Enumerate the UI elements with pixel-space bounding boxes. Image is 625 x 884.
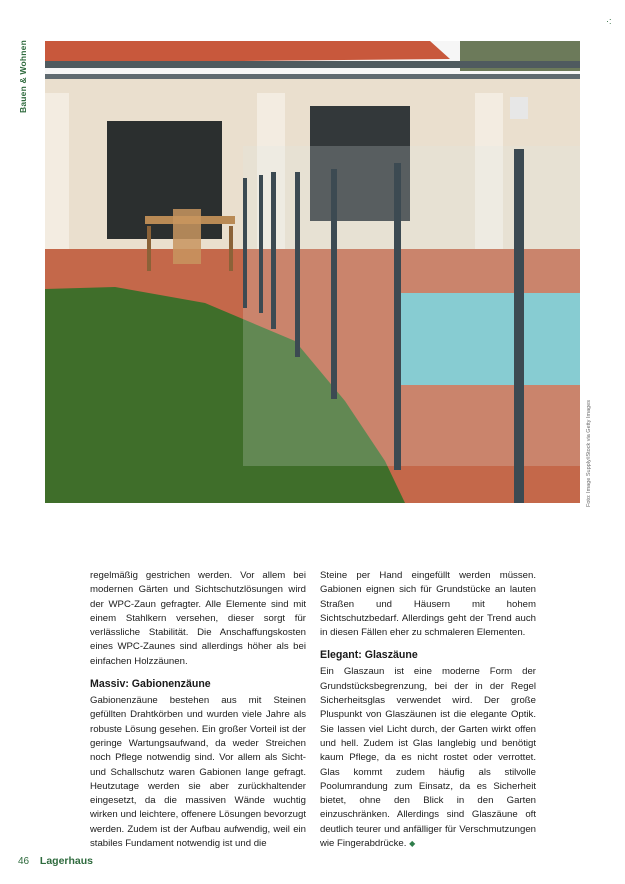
air-conditioner xyxy=(510,97,528,119)
right-column xyxy=(320,569,536,851)
pergola-beam xyxy=(45,61,580,68)
gabion-paragraph: Gabionenzäune bestehen aus mit Steinen gefüllten Drahtkörben und wurden viele Jahre als robuste Lösung gesehen. Ein großer Vorteil ist der geringe Wartungsaufwand, da weder Streichen noch Pflege notwendig sind. Vor allem als Sicht- und Schallschutz waren Gabionen lange gefragt. Heutzutage werden sie aber zurückhaltender eingesetzt, da die massiven Wände wuchtig wirken und leichtere, offenere Lösungen bevorzugt werden. Zudem ist der Aufbau aufwendig, weil ein stabiles Fundament notwendig ist und die xyxy=(90,695,306,850)
glass-heading: Elegant: Glaszäune xyxy=(320,649,418,662)
hero-photo xyxy=(45,41,580,503)
right-intro-paragraph: Steine per Hand eingefüllt werden müssen. Gabionen eignen sich für Grundstücke an lauten Straßen und Häusern mit hohem Sichtschutzbedarf. Allerdings geht der Trend auch in diesen Fällen eher zu schmaleren Elementen. xyxy=(320,570,536,639)
gabion-heading: Massiv: Gabionenzäune xyxy=(90,678,211,691)
glass-body-text: Ein Glaszaun ist eine moderne Form der Grundstücksbegrenzung, bei der in der Regel Sicherheitsglas verwendet wird. Der große Pluspunkt von Glaszäunen ist die elegante Optik. Sie lassen viel Licht durch, der Garten wirkt offen und hell. Zudem ist Glas langlebig und benötigt kaum Pflege, da es nicht rostet oder verrottet. Glas kommt zudem häufig als stilvolle Poolumrandung zum Einsatz, da es Sicherheit bietet, ohne den Blick in den Garten einzuschränken. Allerdings sind Glaszäune oft deutlich teurer und anfälliger für Verschmutzungen wie Fingerabdrücke. xyxy=(320,666,536,850)
left-intro-paragraph: regelmäßig gestrichen werden. Vor allem bei modernen Gärten und Sichtschutzlösungen wird der WPC-Zaun gefragter. Alle Elemente sind mit einem Stahlkern versehen, dieser sorgt für verlässliche Stabilität. Die Anschaffungskosten eines WPC-Zaunes sind allerdings höher als bei einfachen Holzzäunen. xyxy=(90,570,306,667)
photo-credit: Foto: Image Supply/iStock via Getty Images xyxy=(586,400,592,507)
pillar-left xyxy=(45,93,69,257)
corner-mark: ·: xyxy=(606,16,612,26)
page-number: 46 xyxy=(18,856,30,867)
brand-name: Lagerhaus xyxy=(39,855,94,867)
page-footer xyxy=(18,855,93,867)
pergola-beam-2 xyxy=(45,74,580,79)
glass-paragraph xyxy=(320,665,536,851)
left-column xyxy=(90,569,306,851)
section-label: Bauen & Wohnen xyxy=(18,40,28,114)
glass-panels xyxy=(243,146,580,466)
glass-fence-garden-illustration xyxy=(45,41,580,503)
end-mark: ◆ xyxy=(409,839,416,849)
